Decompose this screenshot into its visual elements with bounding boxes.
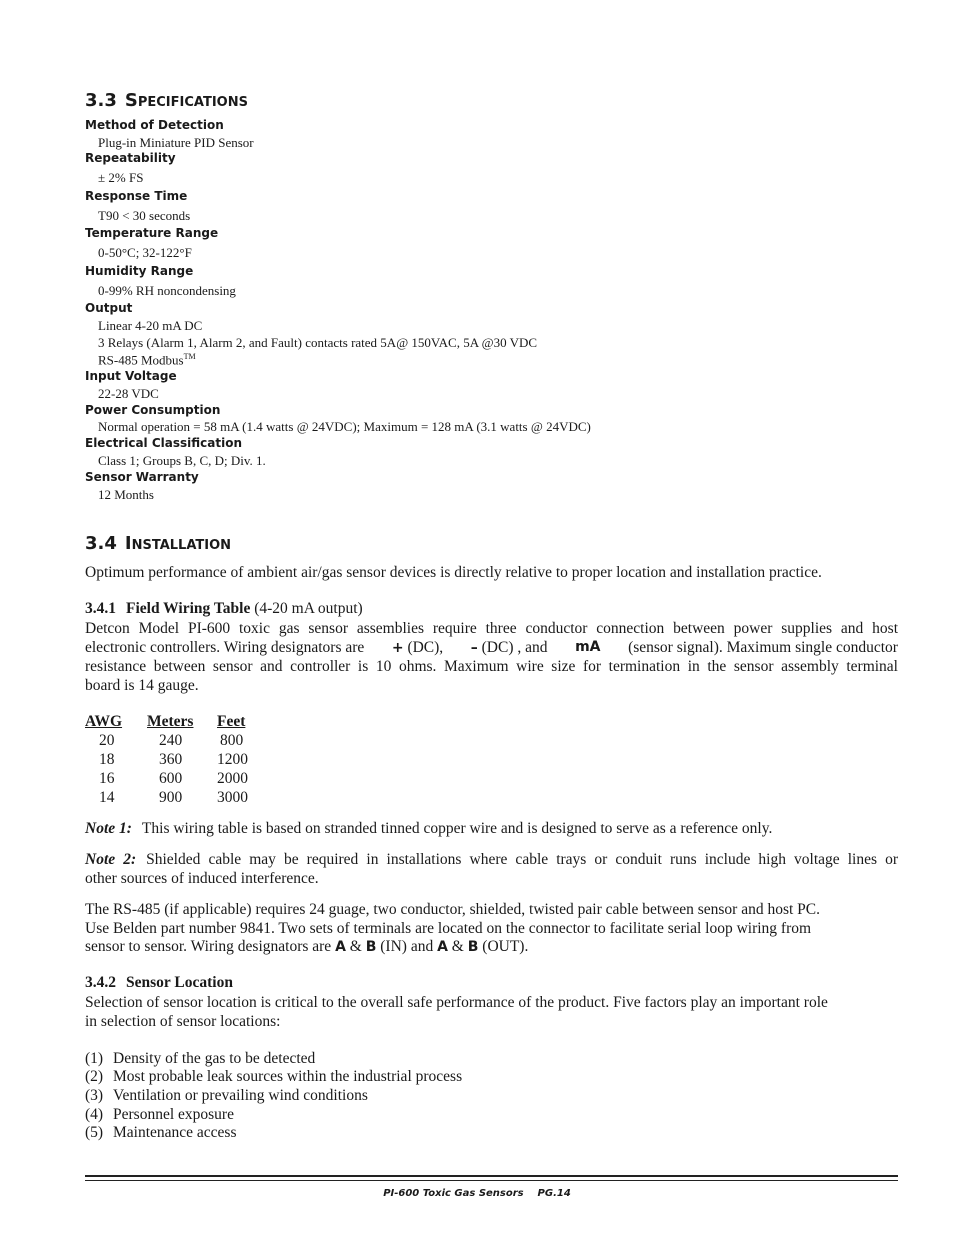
list-number: (2) xyxy=(85,1068,104,1085)
table-cell: 1200 xyxy=(217,750,248,768)
text-run: (DC) , and xyxy=(481,639,548,656)
table-row xyxy=(85,731,267,750)
table-row xyxy=(85,769,267,788)
list-number: (1) xyxy=(85,1050,104,1067)
a-designator: A xyxy=(335,939,346,955)
table-cell: 800 xyxy=(220,731,244,749)
rs485-line xyxy=(85,937,898,957)
note-text: This wiring table is based on stranded tinned copper wire and is designed to serve as a reference only. xyxy=(141,820,773,837)
subsection-title: Sensor Location xyxy=(126,974,233,991)
spec-label: Response Time xyxy=(85,189,188,203)
wiring-paragraph-line: board is 14 gauge. xyxy=(85,677,199,694)
spec-label: Sensor Warranty xyxy=(85,470,199,484)
table-cell: 3000 xyxy=(217,788,248,806)
text-run: (sensor signal). Maximum single conductor xyxy=(628,639,898,656)
b-designator: B xyxy=(365,939,377,955)
section-heading-installation xyxy=(85,533,231,554)
spec-value: 0-50°C; 32-122°F xyxy=(98,245,192,260)
spec-label: Humidity Range xyxy=(85,264,194,278)
list-text: Most probable leak sources within the industrial process xyxy=(113,1068,463,1085)
footer-divider xyxy=(85,1180,898,1181)
spec-label: Temperature Range xyxy=(85,226,219,240)
spec-value: T90 < 30 seconds xyxy=(98,208,191,223)
spec-label: Output xyxy=(85,301,133,315)
subsection-title: Field Wiring Table xyxy=(126,600,251,617)
table-header-row xyxy=(85,712,267,731)
installation-intro: Optimum performance of ambient air/gas sensor devices is directly relative to proper location and installation practice. xyxy=(85,564,822,581)
table-cell: 20 xyxy=(99,731,115,749)
section-number: 3.3 xyxy=(85,90,117,111)
subsection-number: 3.4.1 xyxy=(85,600,116,617)
a-designator: A xyxy=(437,939,448,955)
table-row xyxy=(85,750,267,769)
subsection-number: 3.4.2 xyxy=(85,974,116,991)
rs485-line: The RS-485 (if applicable) requires 24 guage, two conductor, shielded, twisted pair cable between sensor and host PC. xyxy=(85,901,821,918)
table-cell: 14 xyxy=(99,788,115,806)
list-item xyxy=(85,1068,462,1086)
note-2-line xyxy=(85,850,898,869)
text-run: sensor to sensor. Wiring designators are xyxy=(85,938,332,955)
list-text: Personnel exposure xyxy=(113,1106,234,1123)
column-header-feet: Feet xyxy=(217,712,246,730)
spec-value-modbus xyxy=(98,352,196,368)
section-number: 3.4 xyxy=(85,533,117,554)
list-item xyxy=(85,1106,234,1124)
spec-value: Normal operation = 58 mA (1.4 watts @ 24VDC); Maximum = 128 mA (3.1 watts @ 24VDC) xyxy=(98,419,591,434)
spec-value: Plug-in Miniature PID Sensor xyxy=(98,135,254,150)
subsection-subtitle: (4-20 mA output) xyxy=(254,600,363,617)
table-cell: 900 xyxy=(159,788,183,806)
wiring-paragraph-line: Detcon Model PI-600 toxic gas sensor assemblies require three conductor connection between power supplies and host xyxy=(85,620,898,637)
table-row xyxy=(85,788,267,807)
spec-label: Input Voltage xyxy=(85,369,177,383)
list-text: Ventilation or prevailing wind conditions xyxy=(113,1087,368,1104)
section-title: Specifications xyxy=(124,90,248,111)
ma-designator: mA xyxy=(575,639,601,655)
page-footer: PI-600 Toxic Gas Sensors PG.14 xyxy=(383,1188,571,1199)
spec-value: 0-99% RH noncondensing xyxy=(98,283,236,298)
subsection-heading-field-wiring xyxy=(85,600,363,618)
table-cell: 360 xyxy=(159,750,183,768)
list-item xyxy=(85,1050,315,1068)
column-header-meters: Meters xyxy=(147,712,194,730)
list-item xyxy=(85,1087,368,1105)
note-1 xyxy=(85,819,898,838)
location-paragraph-line: Selection of sensor location is critical to the overall safe performance of the product. Five factors play an important role xyxy=(85,994,828,1011)
list-number: (5) xyxy=(85,1124,104,1141)
text-run: electronic controllers. Wiring designators are xyxy=(85,639,365,656)
note-2-line: other sources of induced interference. xyxy=(85,870,319,887)
footer-divider xyxy=(85,1175,898,1177)
wiring-paragraph-line xyxy=(85,638,898,658)
wiring-paragraph-line: resistance between sensor and controller is 10 ohms. Maximum wire size for termination in the sensor assembly terminal xyxy=(85,658,898,675)
note-label: Note 2: xyxy=(85,851,137,868)
text-run: & xyxy=(451,938,464,955)
spec-value: Class 1; Groups B, C, D; Div. 1. xyxy=(98,453,266,468)
trademark-sup: TM xyxy=(183,352,196,361)
text-run: (OUT). xyxy=(482,938,529,955)
column-header-awg: AWG xyxy=(85,712,123,730)
spec-label: Method of Detection xyxy=(85,118,224,132)
table-cell: 16 xyxy=(99,769,115,787)
note-label: Note 1: xyxy=(85,820,132,837)
table-cell: 18 xyxy=(99,750,115,768)
text-run xyxy=(392,638,443,658)
list-number: (4) xyxy=(85,1106,104,1123)
list-text: Density of the gas to be detected xyxy=(113,1050,316,1067)
b-designator: B xyxy=(467,939,479,955)
list-text: Maintenance access xyxy=(113,1124,237,1141)
spec-value: 3 Relays (Alarm 1, Alarm 2, and Fault) contacts rated 5A@ 150VAC, 5A @30 VDC xyxy=(98,335,538,350)
table-cell: 600 xyxy=(159,769,183,787)
text-run: (DC), xyxy=(407,639,444,656)
section-title: Installation xyxy=(124,533,232,554)
table-cell: 240 xyxy=(159,731,183,749)
note-text: Shielded cable may be required in installations where cable trays or conduit runs include high voltage lines or xyxy=(146,851,898,868)
spec-value: Linear 4-20 mA DC xyxy=(98,318,203,333)
text-run xyxy=(471,638,548,658)
spec-value: 12 Months xyxy=(98,487,154,502)
rs485-line: Use Belden part number 9841. Two sets of terminals are located on the connector to facilitate serial loop wiring from xyxy=(85,920,812,937)
list-number: (3) xyxy=(85,1087,104,1104)
spec-label: Power Consumption xyxy=(85,403,221,417)
wire-gauge-table xyxy=(85,712,267,807)
spec-value: ± 2% FS xyxy=(98,170,144,185)
spec-label: Repeatability xyxy=(85,151,176,165)
text-run: & xyxy=(349,938,362,955)
minus-designator: – xyxy=(470,640,478,656)
list-item xyxy=(85,1124,237,1142)
location-paragraph-line: in selection of sensor locations: xyxy=(85,1013,281,1030)
spec-value: RS-485 Modbus xyxy=(98,352,184,368)
spec-value: 22-28 VDC xyxy=(98,386,159,401)
table-cell: 2000 xyxy=(217,769,248,787)
plus-designator: + xyxy=(391,640,404,656)
text-run: (IN) and xyxy=(380,938,434,955)
spec-label: Electrical Classification xyxy=(85,436,242,450)
subsection-heading-sensor-location xyxy=(85,974,233,992)
section-heading-specifications xyxy=(85,90,248,111)
